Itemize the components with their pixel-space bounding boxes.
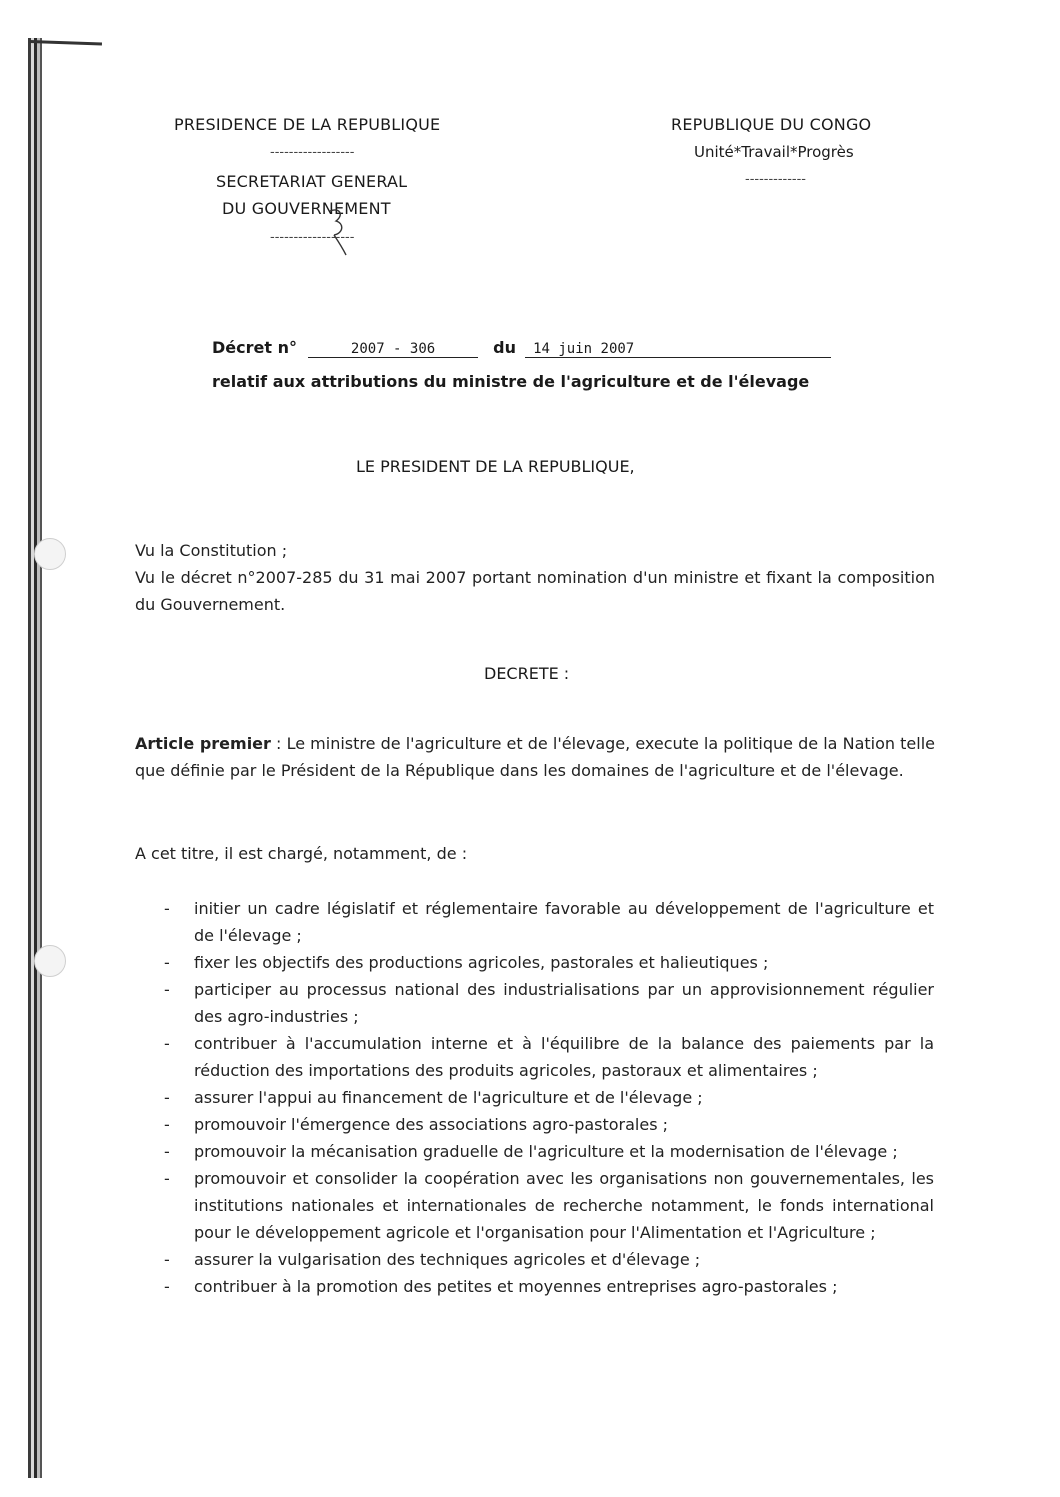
initials-mark	[322, 205, 352, 257]
decree-date: 14 juin 2007	[525, 341, 831, 358]
header-republique: REPUBLIQUE DU CONGO	[671, 115, 872, 134]
list-item: - initier un cadre législatif et réglementaire favorable au développement de l'agriculture et de l'élevage ;	[164, 899, 934, 945]
header-separator: ------------------	[270, 230, 355, 245]
list-item: - contribuer à la promotion des petites et moyennes entreprises agro-pastorales ;	[164, 1277, 838, 1296]
header-gouvernement: DU GOUVERNEMENT	[222, 199, 391, 218]
decree-number: 2007 - 306	[308, 341, 478, 358]
list-item: - assurer l'appui au financement de l'agriculture et de l'élevage ;	[164, 1088, 703, 1107]
punch-hole	[34, 945, 66, 977]
binding-edge	[26, 38, 46, 1478]
list-item: - participer au processus national des industrialisations par un approvisionnement régulier des agro-industries ;	[164, 980, 934, 1026]
header-secretariat: SECRETARIAT GENERAL	[216, 172, 408, 191]
decree-du-label: du	[493, 338, 516, 357]
header-separator: ------------------	[270, 145, 355, 160]
list-item: - promouvoir la mécanisation graduelle de l'agriculture et la modernisation de l'élevage ;	[164, 1142, 898, 1161]
decrete-heading: DECRETE :	[484, 664, 570, 683]
list-item: - fixer les objectifs des productions agricoles, pastorales et halieutiques ;	[164, 953, 769, 972]
list-item: - promouvoir l'émergence des associations agro-pastorales ;	[164, 1115, 669, 1134]
article-text: : Le ministre de l'agriculture et de l'élevage, execute la politique de la Nation telle que définie par le Président de la République dans les domaines de l'agriculture et de l'élevage.	[135, 734, 936, 780]
attributions-list	[164, 895, 934, 1300]
header-motto: Unité*Travail*Progrès	[694, 143, 854, 161]
list-item: - contribuer à l'accumulation interne et à l'équilibre de la balance des paiements par la réduction des importations des produits agricoles, pastoraux et alimentaires ;	[164, 1034, 934, 1080]
header-separator: -------------	[745, 172, 806, 187]
visas-block	[135, 537, 935, 618]
decree-label: Décret n°	[212, 338, 297, 357]
decree-subject: relatif aux attributions du ministre de l'agriculture et de l'élevage	[212, 372, 810, 391]
visa-decree: Vu le décret n°2007-285 du 31 mai 2007 portant nomination d'un ministre et fixant la composition du Gouvernement.	[135, 568, 935, 614]
header-presidence: PRESIDENCE DE LA REPUBLIQUE	[174, 115, 441, 134]
list-item: - assurer la vulgarisation des techniques agricoles et d'élevage ;	[164, 1250, 701, 1269]
decree-number-line	[212, 338, 831, 358]
punch-hole	[34, 538, 66, 570]
visa-constitution: Vu la Constitution ;	[135, 541, 288, 560]
article-premier	[135, 730, 935, 784]
attributions-intro: A cet titre, il est chargé, notamment, de :	[135, 844, 468, 863]
president-heading: LE PRESIDENT DE LA REPUBLIQUE,	[356, 457, 635, 476]
list-item: - promouvoir et consolider la coopération avec les organisations non gouvernementales, les institutions nationales et internationales de recherche notamment, le fonds international pour le développement agricole et l'organisation pour l'Alimentation et l'Agriculture ;	[164, 1169, 934, 1242]
article-label: Article premier	[135, 734, 271, 753]
